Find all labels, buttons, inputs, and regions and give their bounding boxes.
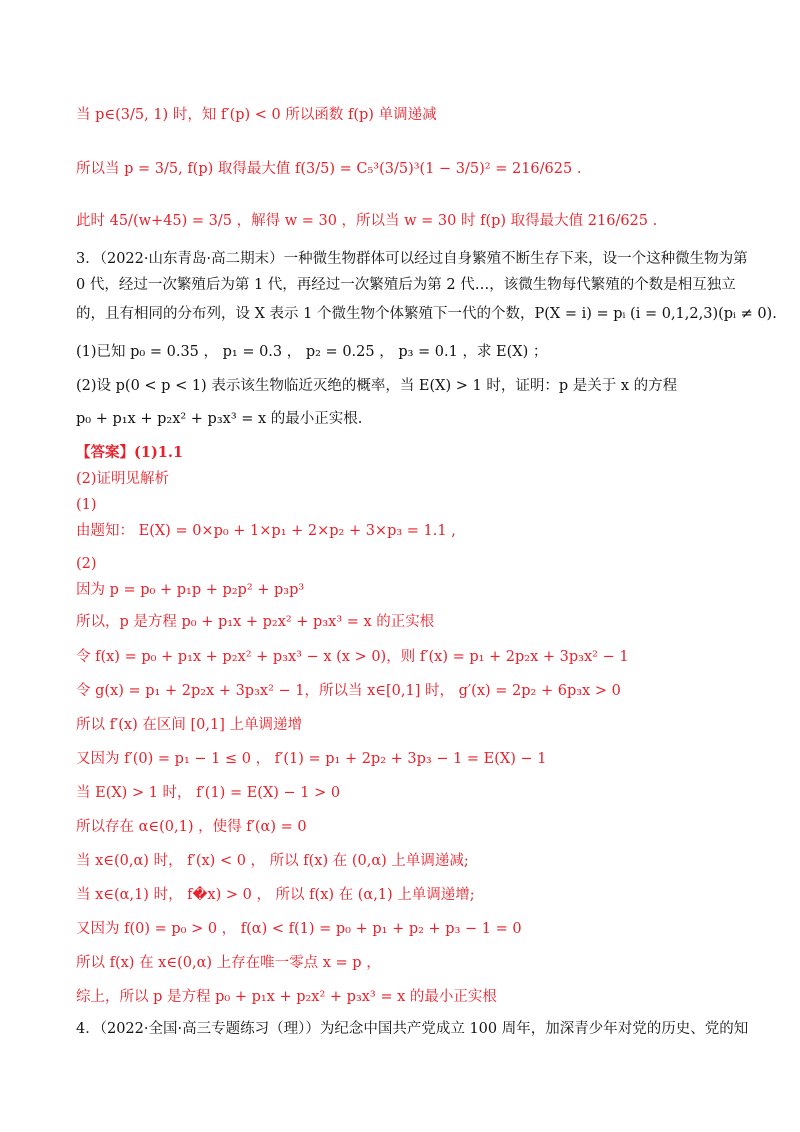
solution-line: 因为 p = p₀ + p₁p + p₂p² + p₃p³ (76, 582, 305, 598)
solution-line: (1) (76, 497, 97, 513)
problem-3-line: 的，且有相同的分布列，设 X 表示 1 个微生物个体繁殖下一代的个数，P(X = i) = pᵢ (i = 0,1,2,3)(pᵢ ≠ 0). (76, 306, 777, 322)
solution-line: 又因为 f(0) = p₀ > 0 ， f(α) < f(1) = p₀ + p₁ + p₂ + p₃ − 1 = 0 (76, 921, 522, 937)
solution-line: 所以，p 是方程 p₀ + p₁x + p₂x² + p₃x³ = x 的正实根 (76, 614, 435, 630)
solution-line: 所以 f′(x) 在区间 [0,1] 上单调递增 (76, 717, 302, 733)
text-line: 当 p∈(3/5, 1) 时，知 f′(p) < 0 所以函数 f(p) 单调递减 (76, 107, 437, 123)
answer-line: (2)证明见解析 (76, 471, 170, 487)
problem-3-line: 0 代，经过一次繁殖后为第 1 代，再经过一次繁殖后为第 2 代…，该微生物每代繁殖的个数是相互独立 (76, 277, 736, 293)
solution-line: 所以 f(x) 在 x∈(0,α) 上存在唯一零点 x = p ， (76, 955, 381, 971)
solution-line: (2) (76, 556, 97, 572)
solution-line: 当 E(X) > 1 时， f′(1) = E(X) − 1 > 0 (76, 785, 341, 801)
solution-line: 当 x∈(0,α) 时， f′(x) < 0 ， 所以 f(x) 在 (0,α) 上单调递减; (76, 853, 469, 869)
answer-heading: 【答案】(1)1.1 (76, 444, 184, 461)
question-1: (1)已知 p₀ = 0.35 ， p₁ = 0.3 ， p₂ = 0.25 ， p₃ = 0.1 ，求 E(X) ； (76, 344, 548, 360)
solution-line: 令 g(x) = p₁ + 2p₂x + 3p₃x² − 1，所以当 x∈[0,1] 时， g′(x) = 2p₂ + 6p₃x > 0 (76, 683, 621, 699)
text-line: 此时 45/(w+45) = 3/5 ，解得 w = 30 ，所以当 w = 30 时 f(p) 取得最大值 216/625 . (76, 213, 658, 229)
problem-4-line: 4．（2022·全国·高三专题练习（理））为纪念中国共产党成立 100 周年，加深青少年对党的历史、党的知 (76, 1021, 749, 1037)
solution-line: 当 x∈(α,1) 时， f�x) > 0 ， 所以 f(x) 在 (α,1) 上单调递增; (76, 887, 475, 903)
text-line: 所以当 p = 3/5, f(p) 取得最大值 f(3/5) = C₅³(3/5)³(1 − 3/5)² = 216/625 . (76, 161, 582, 177)
question-2: p₀ + p₁x + p₂x² + p₃x³ = x 的最小正实根. (76, 411, 363, 427)
solution-line: 综上，所以 p 是方程 p₀ + p₁x + p₂x² + p₃x³ = x 的最小正实根 (76, 989, 497, 1005)
question-2: (2)设 p(0 < p < 1) 表示该生物临近灭绝的概率，当 E(X) > 1 时，证明：p 是关于 x 的方程 (76, 378, 678, 394)
solution-line: 令 f(x) = p₀ + p₁x + p₂x² + p₃x³ − x (x > 0)，则 f′(x) = p₁ + 2p₂x + 3p₃x² − 1 (76, 649, 629, 665)
solution-line: 又因为 f′(0) = p₁ − 1 ≤ 0 ， f′(1) = p₁ + 2p₂ + 3p₃ − 1 = E(X) − 1 (76, 751, 547, 767)
solution-line: 所以存在 α∈(0,1) ，使得 f′(α) = 0 (76, 819, 307, 835)
problem-3-line: 3．（2022·山东青岛·高二期末）一种微生物群体可以经过自身繁殖不断生存下来，设一个这种微生物为第 (76, 251, 748, 267)
solution-line: 由题知： E(X) = 0×p₀ + 1×p₁ + 2×p₂ + 3×p₃ = 1.1 , (76, 523, 456, 539)
